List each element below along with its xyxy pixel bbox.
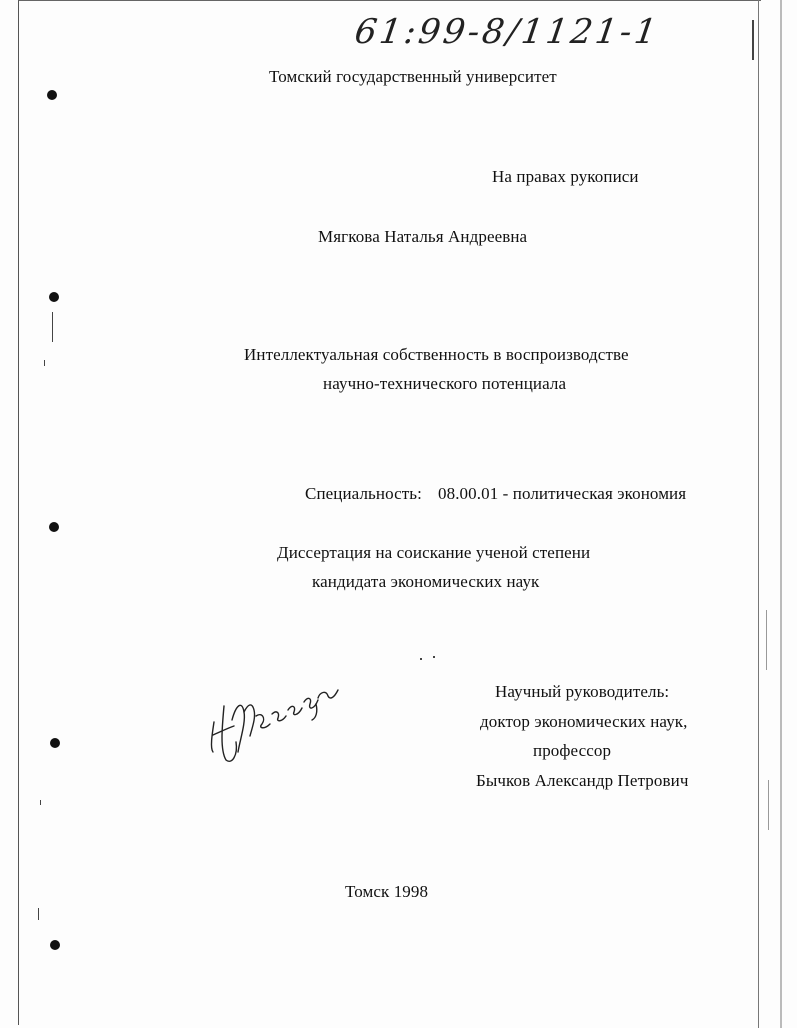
specialty-value: 08.00.01 - политическая экономия xyxy=(438,484,687,503)
supervisor-name: Бычков Александр Петрович xyxy=(476,771,689,790)
manuscript-rights: На правах рукописи xyxy=(492,167,639,186)
dissertation-line-2: кандидата экономических наук xyxy=(312,572,540,591)
city-year: Томск 1998 xyxy=(345,882,429,901)
university-name: Томский государственный университет xyxy=(269,67,557,86)
specialty-label: Специальность: xyxy=(305,484,422,503)
title-line-1: Интеллектуальная собственность в воспроизводстве xyxy=(244,345,629,364)
author-name: Мягкова Наталья Андреевна xyxy=(318,227,528,246)
dissertation-line-1: Диссертация на соискание ученой степени xyxy=(277,543,591,562)
handwritten-registry-number: 61:99-8/1121-1 xyxy=(352,12,663,52)
supervisor-degree: доктор экономических наук, xyxy=(480,712,688,731)
supervisor-rank: профессор xyxy=(533,741,612,760)
title-line-2: научно-технического потенциала xyxy=(323,374,567,393)
supervisor-heading: Научный руководитель: xyxy=(495,682,670,701)
